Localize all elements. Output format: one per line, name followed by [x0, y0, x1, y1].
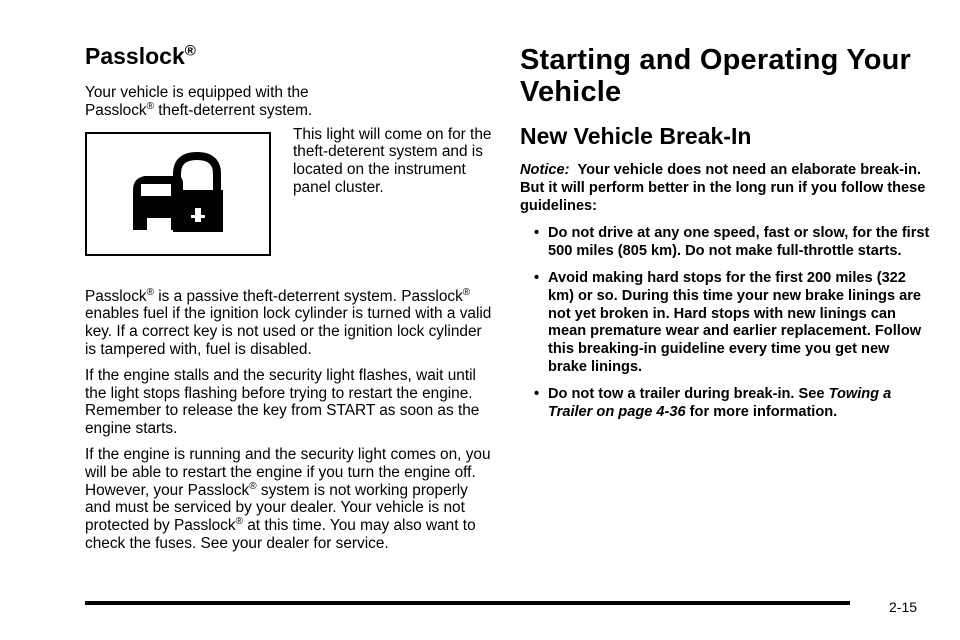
- list-item: • Do not drive at any one speed, fast or slow, for the first 500 miles (805 km). Do not make full-throttle starts.: [534, 225, 930, 260]
- break-in-guidelines: [520, 225, 930, 421]
- passlock-description: Passlock® is a passive theft-deterrent system. Passlock® enables fuel if the ignition lock cylinder is turned with a valid key. If a correct key is not used or the ignition lock cylinder is tampered with, fuel is disabled.: [85, 286, 492, 358]
- figure-frame: [85, 132, 271, 256]
- page-number: 2-15: [889, 599, 918, 615]
- security-light-figure: [85, 125, 495, 278]
- notice-label: Notice:: [520, 162, 570, 178]
- list-item: • Avoid making hard stops for the first 200 miles (322 km) or so. During this time your new brake linings are not yet broken in. Hard stops with new linings can mean premature wear and earlier replacement. Follow this breaking-in guideline every time you get new brake linings.: [534, 269, 922, 375]
- left-column: [85, 40, 495, 561]
- towing-reference-link[interactable]: Towing a Trailer on page 4-36: [548, 385, 892, 420]
- notice-paragraph: Notice: Your vehicle does not need an elaborate break-in. But it will perform better in the long run if you follow these guidelines:: [520, 162, 926, 214]
- passlock-intro: Your vehicle is equipped with the Passlock® theft-deterrent system.: [85, 84, 313, 119]
- footer-rule: [85, 601, 850, 605]
- security-light-icon: [127, 152, 227, 238]
- security-light-on-paragraph: If the engine is running and the security light comes on, you will be able to restart the engine if you turn the engine off. However, your Passlock® system is not working properly and must be serviced by your dealer. Your vehicle is not protected by Passlock® at this time. You may also want to check the fuses. See your dealer for service.: [85, 445, 491, 552]
- passlock-heading: Passlock®: [85, 42, 196, 69]
- list-item: • Do not tow a trailer during break-in. See Towing a Trailer on page 4-36 for more information.: [534, 385, 892, 420]
- break-in-heading: New Vehicle Break-In: [520, 123, 752, 149]
- engine-stall-paragraph: If the engine stalls and the security light flashes, wait until the light stops flashing before trying to restart the engine. Remember to release the key from START as soon as the engine starts.: [85, 366, 480, 438]
- right-column: [520, 40, 930, 430]
- section-heading: Starting and Operating Your Vehicle: [520, 44, 912, 108]
- figure-caption: This light will come on for the theft-deterent system and is located on the instrument panel cluster.: [293, 125, 492, 196]
